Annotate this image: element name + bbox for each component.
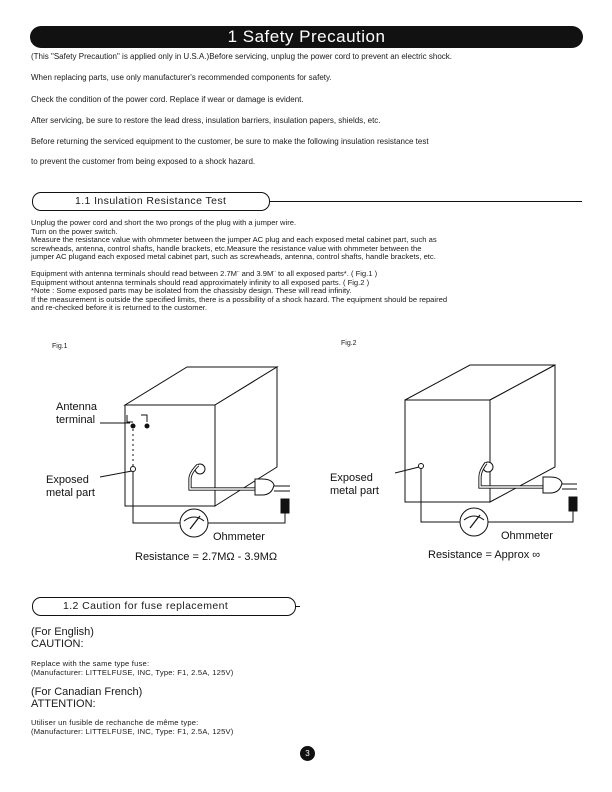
french-line: Utiliser un fusible de rechanche de même type: — [31, 718, 199, 727]
text-line: and re-checked before it is returned to the customer. — [31, 303, 208, 313]
page-title: 1 Safety Precaution — [30, 26, 583, 48]
intro-line-1: (This "Safety Precaution" is applied only in U.S.A.)Before servicing, unplug the power cord to prevent an electric shock. — [31, 52, 452, 61]
attention-heading: ATTENTION: — [31, 698, 96, 710]
section-heading — [32, 597, 296, 616]
antenna-terminal-dot — [131, 424, 135, 428]
intro-line-3: Check the condition of the power cord. Replace if wear or damage is evident. — [31, 95, 304, 104]
fig2-label: Fig.2 — [341, 340, 357, 347]
text-line: Turn on the power switch. — [31, 226, 118, 236]
text-line: Unplug the power cord and short the two prongs of the plug with a jumper wire. — [31, 218, 297, 227]
english-heading: (For English) — [31, 626, 94, 638]
insulation-test-text — [31, 219, 581, 313]
text-line: Equipment with antenna terminals should read between 2.7M¨ and 3.9M¨ to all exposed parts*. ( Fig.1 ) — [31, 268, 378, 278]
metal-part-label: metal part — [46, 487, 95, 499]
intro-line-4: After servicing, be sure to restore the lead dress, insulation barriers, insulation papers, shields, etc. — [31, 116, 381, 125]
french-line: (Manufacturer: LITTELFUSE, INC, Type: F1, 2.5A, 125V) — [31, 727, 234, 736]
antenna-label: Antenna — [56, 401, 97, 413]
text-line: Equipment without antenna terminals should read approximately infinity to all exposed parts. ( Fig.2 ) — [31, 277, 370, 287]
section-heading-text: 1.2 Caution for fuse replacement — [63, 600, 229, 612]
section-heading-text: 1.1 Insulation Resistance Test — [75, 195, 227, 207]
exposed-metal-point — [419, 464, 424, 469]
fig1-diagram — [40, 355, 305, 570]
ohmmeter-label: Ohmmeter — [213, 531, 265, 543]
text-line: screwheads, antenna, control shafts, handle brackets, etc.Measure the resistance value with ohmmeter between the — [31, 243, 422, 253]
cabinet-front — [405, 400, 490, 502]
resistance-label: Resistance = 2.7MΩ - 3.9MΩ — [135, 551, 278, 563]
text-line: Measure the resistance value with ohmmeter between the jumper AC plug and each exposed metal cabinet part, such as — [31, 235, 437, 245]
english-line: (Manufacturer: LITTELFUSE, INC, Type: F1, 2.5A, 125V) — [31, 668, 234, 677]
intro-line-2: When replacing parts, use only manufacturer's recommended components for safety. — [31, 73, 332, 82]
english-line: Replace with the same type fuse: — [31, 659, 150, 668]
fig2-diagram — [325, 355, 600, 570]
french-heading: (For Canadian French) — [31, 686, 143, 698]
text-line: jumper AC plugand each exposed metal cabinet part, such as screwheads, antenna, control shafts, handle brackets, etc. — [31, 252, 436, 262]
resistance-label: Resistance = Approx ∞ — [428, 549, 541, 561]
cabinet-front — [125, 405, 215, 506]
caution-heading: CAUTION: — [31, 638, 84, 650]
intro-line-6: to prevent the customer from being exposed to a shock hazard. — [31, 157, 256, 166]
exposed-label: Exposed — [46, 474, 89, 486]
page-number: 3 — [300, 746, 315, 761]
intro-line-5: Before returning the serviced equipment to the customer, be sure to make the following insulation resistance test — [31, 137, 429, 146]
fig1-label: Fig.1 — [52, 343, 68, 350]
metal-part-label: metal part — [330, 485, 379, 497]
terminal-label: terminal — [56, 414, 96, 426]
exposed-label: Exposed — [330, 472, 373, 484]
text-line: *Note : Some exposed parts may be isolated from the chassisby design. These will read infinity. — [31, 286, 352, 296]
ohmmeter-label: Ohmmeter — [501, 530, 553, 542]
antenna-terminal-dot — [145, 424, 149, 428]
section-heading — [32, 192, 270, 211]
text-line: If the measurement is outside the specified limits, there is a possibility of a shock hazard. The equipment should be repaired — [31, 294, 448, 304]
